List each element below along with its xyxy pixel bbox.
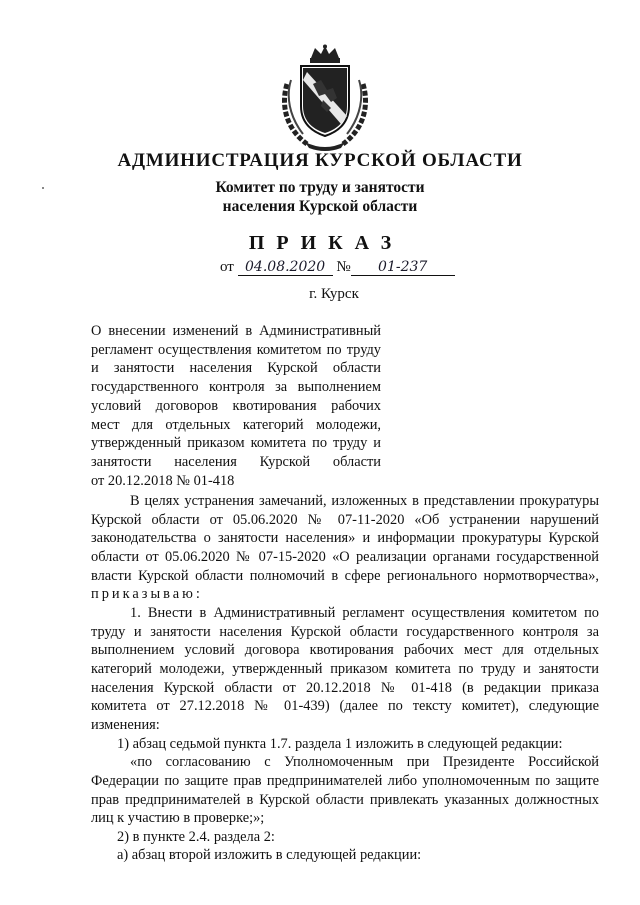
number-prefix: № (336, 259, 351, 275)
quote-line: Федерации по защите прав предпринимателей либо уполномоченным по защите (91, 772, 599, 789)
preamble-line: Курской области от 05.06.2020 № 07-11-2020 «Об устранении нарушений (91, 511, 599, 528)
quote-line: «по согласованию с Уполномоченным при Президенте Российской (130, 754, 599, 771)
item1-line: категорий молодежи, утвержденный приказом комитета по труду и занятости (91, 660, 599, 677)
preamble-line: области от 05.06.2020 № 07-15-2020 «О реализации органами государственной (91, 548, 599, 565)
organization-title: АДМИНИСТРАЦИЯ КУРСКОЙ ОБЛАСТИ (117, 150, 523, 171)
abstract-line: утвержденный приказом комитета по труду и (91, 435, 381, 452)
order-number: 01-237 (351, 259, 455, 276)
order-body (91, 492, 599, 865)
order-date: 04.08.2020 (238, 259, 333, 276)
abstract-line: мест для отдельных категорий молодежи, (91, 416, 381, 433)
item1-line: труду и занятости населения Курской области государственного контроля за (91, 623, 599, 640)
coat-of-arms-icon (277, 44, 373, 152)
order-word: приказываю: (91, 586, 203, 603)
item1-line: выполнением условий договора квотирования рабочих мест для отдельных (91, 642, 599, 659)
subitem-2a: а) абзац второй изложить в следующей редакции: (117, 847, 422, 864)
order-abstract (91, 322, 381, 490)
item1-line: 1. Внести в Административный регламент осуществления комитетом по (130, 604, 599, 621)
abstract-line: регламент осуществления комитетом по труду (91, 341, 381, 358)
subitem-2: 2) в пункте 2.4. раздела 2: (117, 828, 275, 845)
quote-line: лиц к участию в проверке;»; (91, 810, 265, 827)
subitem-1: 1) абзац седьмой пункта 1.7. раздела 1 изложить в следующей редакции: (117, 735, 563, 752)
abstract-line: занятости населения Курской области (91, 453, 381, 470)
date-prefix: от (220, 259, 234, 275)
abstract-line: О внесении изменений в Административный (91, 323, 381, 339)
preamble-line: власти Курской области полномочий в сфере регионального нормотворчества», (91, 567, 599, 584)
abstract-line: и занятости населения Курской области (91, 360, 381, 377)
preamble-line: В целях устранения замечаний, изложенных в представлении прокуратуры (130, 493, 599, 509)
quote-line: прав предпринимателей в Курской области привлекать указанных должностных (91, 791, 599, 808)
city: г. Курск (309, 286, 359, 302)
committee-line-1: Комитет по труду и занятости (215, 179, 425, 196)
committee-line-2: населения Курской области (222, 198, 418, 215)
item1-line: изменения: (91, 716, 160, 733)
order-title: ПРИКАЗ (248, 232, 404, 254)
preamble-line: законодательства о занятости населения» и информации прокуратуры Курской (91, 530, 599, 547)
order-date-number (220, 259, 455, 276)
abstract-line: от 20.12.2018 № 01-418 (91, 472, 235, 489)
abstract-line: государственного контроля за выполнением (91, 379, 381, 396)
item1-line: комитета от 27.12.2018 № 01-439) (далее по тексту комитет), следующие (91, 698, 599, 715)
item1-line: населения Курской области от 20.12.2018 № 01-418 (в редакции приказа (91, 679, 599, 696)
abstract-line: условий договоров квотирования рабочих (91, 397, 381, 414)
committee-name (0, 178, 640, 216)
